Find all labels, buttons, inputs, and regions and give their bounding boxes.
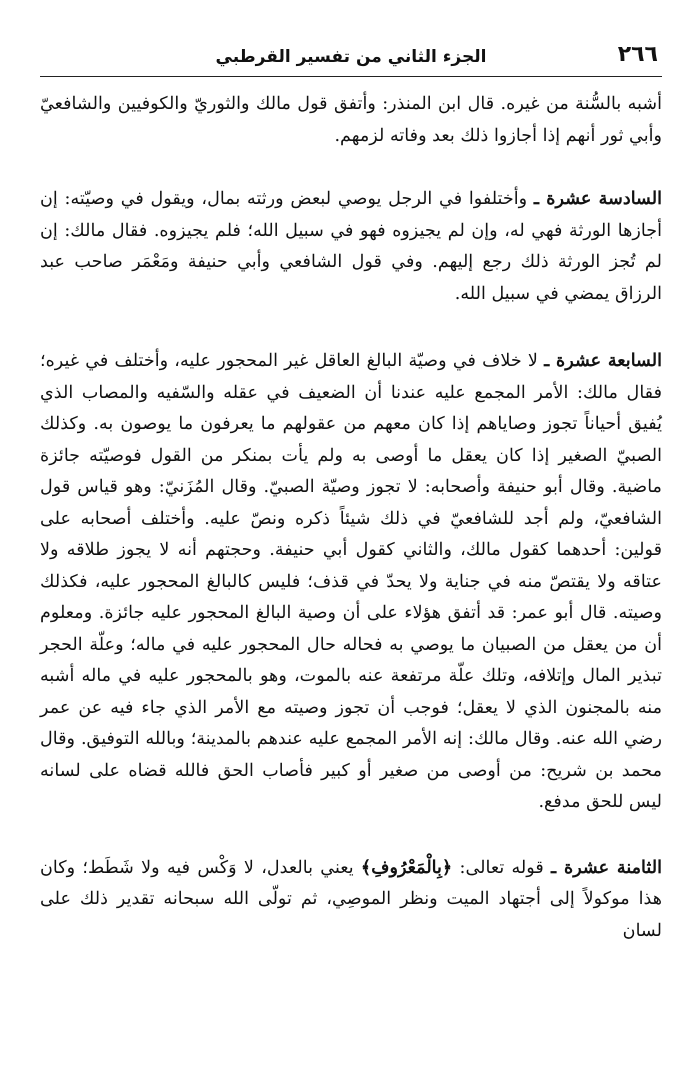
- paragraph-text: لا خلاف في وصيّة البالغ العاقل غير المحجور عليه، وأختلف في غيره؛ فقال مالك: الأمر المجمع عليه عندنا أن الضعيف في عقله والسّفيه والمصاب الذي يُفيق أحياناً تجوز وصاياهم إذا كان معهم من عقولهم ما يعرفون ما يوصون به. وكذلك الصبيّ الصغير إذا كان يعقل ما أوصى به ولم يأت بمنكر من القول فوصيّته جائزة ماضية. وقال أبو حنيفة وأصحابه: لا تجوز وصيّة الصبيّ. وقال المُزَنيّ: وهو قياس قول الشافعيّ، ولم أجد للشافعيّ في ذلك شيئاً ذكره ونصّ عليه. وأختلف أصحابه على قولين: أحدهما كقول مالك، والثاني كقول أبي حنيفة. وحجتهم أنه لا يجوز طلاقه ولا عتاقه ولا يقتصّ منه في جناية ولا يحدّ في قذف؛ فليس كالبالغ المحجور عليه، فكذلك وصيته. قال أبو عمر: قد أتفق هؤلاء على أن وصية البالغ المحجور عليه جائزة. ومعلوم أن من يعقل من الصبيان ما يوصي به فحاله حال المحجور عليه في ماله؛ وعلّة الحجر تبذير المال وإتلافه، وتلك علّة مرتفعة عنه بالموت، وهو بالمحجور عليه في ماله أشبه منه بالمجنون الذي لا يعقل؛ فوجب أن تجوز وصيته مع الأمر الذي جاء فيه عن عمر رضي الله عنه. وقال مالك: إنه الأمر المجمع عليه عندهم بالمدينة؛ وبالله التوفيق. وقال محمد بن شريح: من أوصى من صغير أو كبير فأصاب الحق فالله قضاه على لسانه ليس للحق مدفع.: [40, 351, 662, 812]
- section-heading: السادسة عشرة ـ: [533, 188, 662, 209]
- paragraph-eighteenth: [40, 852, 662, 948]
- book-page: [40, 40, 662, 1070]
- paragraph-sixteenth: [40, 183, 662, 310]
- page-number: ٢٦٦: [617, 42, 658, 67]
- running-title: الجزء الثاني من تفسير القرطبي: [215, 47, 487, 67]
- paragraph-text: وأختلفوا في الرجل يوصي لبعض ورثته بمال، ويقول في وصيّته: إن أجازها الورثة فهي له، وإن لم يجيزوه فهو في سبيل الله؛ فلم يجيزوه. فقال مالك: إن لم تُجز الورثة ذلك رجع إليهم. وفي قول الشافعي وأبي حنيفة ومَعْمَر صاحب عبد الرزاق يمضي في سبيل الله.: [40, 189, 662, 304]
- paragraph-text: يعني بالعدل، لا وَكْس فيه ولا شَطَط؛ وكان هذا موكولاً إلى أجتهاد الميت ونظر الموصِي، ثم تولّى الله سبحانه تقدير ذلك على لسان: [40, 857, 662, 941]
- page-header: [40, 40, 662, 77]
- paragraph-seventeenth: [40, 345, 662, 819]
- paragraph-text: أشبه بالسُّنة من غيره. قال ابن المنذر: وأتفق قول مالك والثوريّ والكوفيين والشافعيّ وأبي ثور أنهم إذا أجازوا ذلك بعد وفاته لزمهم.: [40, 94, 662, 146]
- section-heading: السابعة عشرة ـ: [544, 350, 662, 371]
- body-text: [40, 89, 662, 947]
- section-heading: الثامنة عشرة ـ: [551, 856, 662, 878]
- quran-quote: ﴿بِالْمَعْرُوفِ﴾: [360, 856, 453, 878]
- paragraph-text: قوله تعالى:: [452, 857, 552, 878]
- paragraph-continuation: [40, 89, 662, 152]
